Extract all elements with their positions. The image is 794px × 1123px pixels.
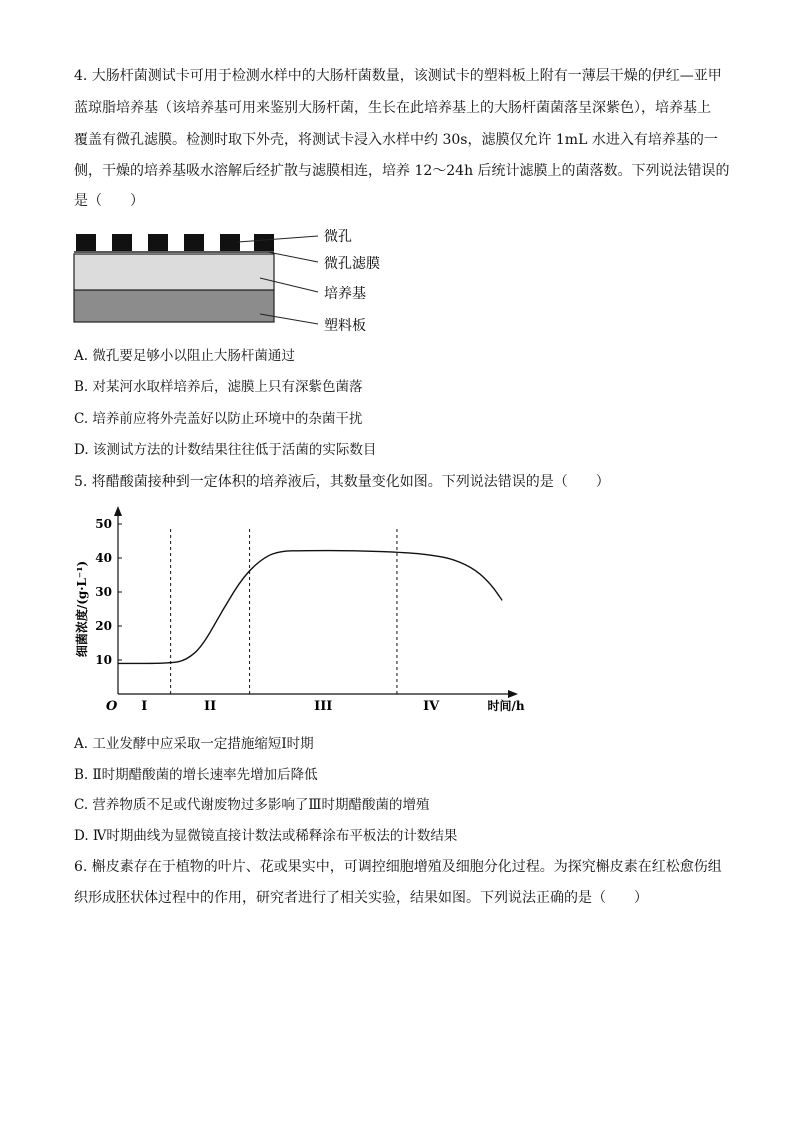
y-axis-arrow — [114, 506, 122, 516]
q5-option-c[interactable]: C. 营养物质不足或代谢废物过多影响了Ⅲ时期醋酸菌的增殖 — [74, 797, 430, 813]
phase-label: I — [141, 699, 148, 714]
y-tick-label: 40 — [95, 551, 112, 565]
q4-option-d[interactable]: D. 该测试方法的计数结果往往低于活菌的实际数目 — [74, 442, 377, 458]
label-medium: 培养基 — [324, 286, 366, 302]
q4-line-3: 覆盖有微孔滤膜。检测时取下外壳，将测试卡浸入水样中约 30s，滤膜仅允许 1mL 水进入有培养基的一 — [74, 132, 718, 148]
q6-line-2: 织形成胚状体过程中的作用，研究者进行了相关实验，结果如图。下列说法正确的是（ ） — [74, 890, 648, 906]
y-tick-label: 20 — [95, 619, 112, 633]
phase-label: II — [204, 699, 217, 714]
test-card-diagram — [70, 228, 400, 338]
y-tick-label: 10 — [95, 653, 112, 667]
label-micropore: 微孔 — [324, 229, 352, 245]
q4-line-2: 蓝琼脂培养基（该培养基可用来鉴别大肠杆菌，生长在此培养基上的大肠杆菌菌落呈深紫色），培养基上 — [74, 100, 711, 116]
q4-option-c[interactable]: C. 培养前应将外壳盖好以防止环境中的杂菌干扰 — [74, 411, 363, 427]
q4-line-4: 侧，干燥的培养基吸水溶解后经扩散与滤膜相连，培养 12～24h 后统计滤膜上的菌落数。下列说法错误的 — [74, 163, 730, 179]
phase-label: IV — [423, 699, 440, 714]
q4-option-a[interactable]: A. 微孔要足够小以阻止大肠杆菌通过 — [74, 348, 295, 364]
phase-label: III — [314, 699, 333, 714]
q4-option-b[interactable]: B. 对某河水取样培养后，滤膜上只有深紫色菌落 — [74, 379, 363, 395]
q6-line-1: 6. 槲皮素存在于植物的叶片、花或果实中，可调控细胞增殖及细胞分化过程。为探究槲皮素在红松愈伤组 — [74, 859, 722, 875]
growth-curve — [118, 551, 502, 664]
bacteria-growth-chart — [70, 504, 530, 724]
label-plastic-plate: 塑料板 — [324, 318, 366, 334]
x-axis-label: 时间/h — [487, 699, 525, 713]
q4-line-5: 是（ ） — [74, 193, 144, 209]
q5-option-a[interactable]: A. 工业发酵中应采取一定措施缩短Ⅰ时期 — [74, 736, 314, 752]
y-tick-label: 30 — [95, 585, 112, 599]
label-filter-membrane: 微孔滤膜 — [324, 256, 380, 272]
x-axis-arrow — [508, 690, 518, 698]
origin-label: O — [106, 699, 118, 714]
medium-layer — [74, 254, 274, 290]
q5-option-b[interactable]: B. Ⅱ时期醋酸菌的增长速率先增加后降低 — [74, 767, 318, 783]
micropore-blocks — [76, 234, 274, 251]
q5-option-d[interactable]: D. Ⅳ时期曲线为显微镜直接计数法或稀释涂布平板法的计数结果 — [74, 828, 458, 844]
q4-line-1: 4. 大肠杆菌测试卡可用于检测水样中的大肠杆菌数量，该测试卡的塑料板上附有一薄层干燥的伊红—亚甲 — [74, 68, 722, 84]
plastic-plate-layer — [74, 290, 274, 322]
q5-stem: 5. 将醋酸菌接种到一定体积的培养液后，其数量变化如图。下列说法错误的是（ ） — [74, 474, 610, 490]
y-axis-label: 细菌浓度/(g·L⁻¹) — [75, 560, 89, 658]
y-tick-label: 50 — [95, 517, 112, 531]
